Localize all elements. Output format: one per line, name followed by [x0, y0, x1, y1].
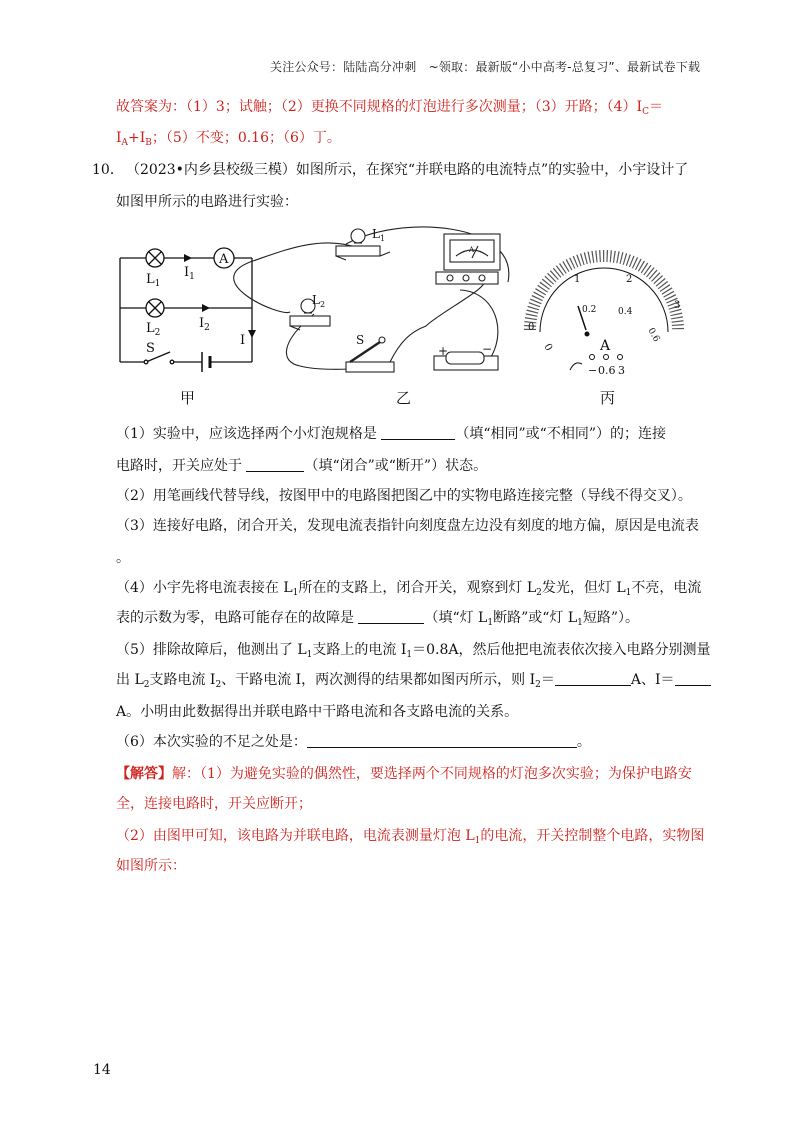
sub-question-3-line-1: （3）连接好电路，闭合开关，发现电流表指针向刻度盘左边没有刻度的地方偏，原因是电流表 [116, 518, 699, 534]
sub-question-2: （2）用笔画线代替导线，按图甲中的电路图把图乙中的实物电路连接完整（导线不得交叉）。 [116, 488, 692, 504]
answer-blank-1[interactable] [381, 425, 455, 440]
answer-blank-2[interactable] [246, 457, 304, 472]
page-number: 14 [93, 1062, 111, 1078]
arrow-I1 [184, 254, 192, 262]
prev-answer-line-1: 故答案为：（1）3；试触；（2）更换不同规格的灯泡进行多次测量；（3）开路；$(4)I_C=$ [116, 99, 663, 117]
answer-blank-5[interactable] [675, 671, 711, 686]
sub-question-6: （6）本次实验的不足之处是： 。 [116, 734, 591, 750]
sub-question-5-line-3: A。小明由此数据得出并联电路中干路电流和各支路电流的关系。 [116, 704, 519, 720]
sub-question-5-line-1: （5）排除故障后，他测出了 $L_1$支路上的电流 $I_1=0.8A$，然后他把电流表依次接入电路分别测量 [116, 642, 711, 660]
dial-bottom-0: 0 [541, 342, 555, 354]
label-I2: $I_2$ [199, 316, 210, 333]
label-I1: $I_1$ [184, 265, 195, 282]
prev-answer-line-2: $I_A+I_B$；（5）不变；0.16；（6）丁。 [116, 130, 341, 148]
arrow-I2 [202, 304, 210, 312]
question-number: 10． [92, 162, 124, 178]
label-L1: $L_1$ [146, 272, 161, 289]
caption-jia: 甲 [180, 389, 196, 407]
yi-label-L1: $L_1$ [372, 227, 386, 243]
sub-question-1-line-1: （1）实验中，应该选择两个小灯泡规格是 （填“相同”或“不相同”）的；连接 [116, 426, 666, 442]
caption-bing: 丙 [600, 389, 616, 407]
yi-plus-terminal: + [438, 344, 449, 358]
answer-blank-4[interactable] [555, 671, 631, 686]
ammeter-label: A [219, 252, 229, 267]
dial-bottom-0.4: 0.4 [618, 307, 633, 317]
question-stem-line-2: 如图甲所示的电路进行实验： [116, 194, 298, 210]
terminal-minus: − [588, 364, 598, 377]
sub-question-4-line-2: 表的示数为零，电路可能存在的故障是 （填“灯 $L_1$断路”或“灯 $L_1$短路”）。 [116, 610, 640, 628]
dial-top-0: 0 [528, 322, 535, 333]
label-L2: $L_2$ [146, 321, 161, 338]
arrow-I [248, 330, 256, 338]
answer-blank-6[interactable] [307, 733, 577, 748]
circuit-figures [100, 222, 700, 412]
yi-minus-terminal: − [482, 342, 493, 356]
answer-line-3: （2）由图甲可知，该电路为并联电路，电流表测量灯泡 $L_1$的电流，开关控制整个电路，实物图 [116, 828, 705, 846]
question-stem-line-1: （2023•内乡县校级三模）如图所示，在探究“并联电路的电流特点”的实验中，小宇设计了 [126, 162, 689, 178]
dial-unit: A [600, 338, 611, 354]
sub-question-1-line-2: 电路时，开关应处于 （填“闭合”或“断开”）状态。 [116, 458, 488, 474]
terminal-3: 3 [618, 364, 625, 377]
figure-yi-physical-circuit [234, 227, 509, 372]
sub-question-3-line-2: 。 [116, 550, 130, 566]
answer-line-2: 全，连接电路时，开关应断开； [116, 796, 312, 812]
dial-top-1: 1 [574, 274, 581, 285]
dial-bottom-0.6: 0.6 [645, 326, 662, 344]
terminal-0.6: 0.6 [598, 364, 616, 377]
dial-bottom-0.2: 0.2 [582, 305, 597, 315]
sub-question-4-line-1: （4）小宇先将电流表接在 $L_1$所在的支路上，闭合开关，观察到灯 $L_2$发光，但灯 $L_1$不亮，电流 [116, 580, 702, 598]
label-S: S [146, 341, 155, 356]
yi-label-L2: $L_2$ [312, 293, 326, 309]
answer-line-1: 【解答】解：（1）为避免实验的偶然性，要选择两个不同规格的灯泡多次实验；为保护电路安 [116, 766, 692, 782]
caption-yi: 乙 [396, 389, 412, 407]
page-header: 关注公众号：陆陆高分冲刺 ~领取：最新版“小中高考-总复习”、最新试卷下载 [270, 60, 701, 74]
yi-label-S: S [356, 333, 365, 347]
dial-top-3: 3 [674, 300, 681, 311]
sub-question-5-line-2: 出 $L_2$支路电流 $I_2$、干路电流 I，两次测得的结果都如图丙所示，则 $I_2= A$、I＝ [116, 670, 711, 690]
dial-top-2: 2 [626, 274, 633, 285]
yi-ammeter-label: A [469, 246, 475, 254]
answer-line-4: 如图所示： [116, 858, 186, 874]
answer-tag: 【解答】 [116, 766, 172, 782]
answer-blank-3[interactable] [358, 609, 424, 624]
label-I: I [240, 333, 246, 348]
